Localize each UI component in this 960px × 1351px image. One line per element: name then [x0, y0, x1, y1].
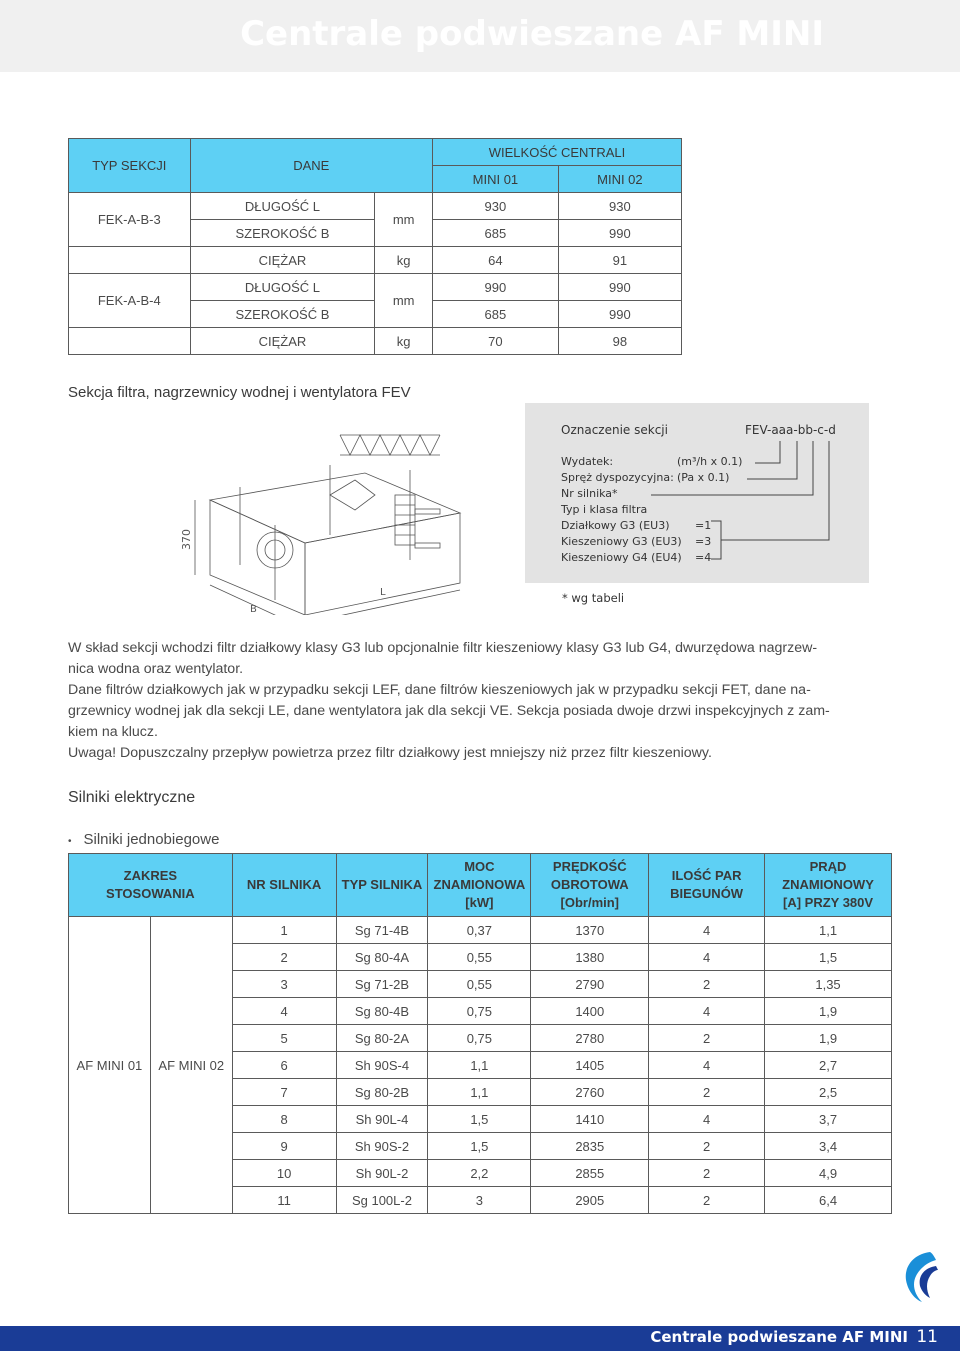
section-title: Sekcja filtra, nagrzewnicy wodnej i wentylatora FEV	[68, 384, 411, 401]
motor-typ-cell: Sg 80-2B	[336, 1079, 428, 1106]
filter-option-1: Działkowy G3 (EU3)	[561, 519, 670, 532]
value-cell: 98	[558, 328, 681, 355]
motor-obr-cell: 2760	[531, 1079, 649, 1106]
param-cell: SZEROKOŚĆ B	[190, 301, 375, 328]
filter-option-3-value: =4	[695, 551, 712, 564]
motor-par-cell: 2	[649, 1187, 765, 1214]
code-value: FEV-aaa-bb-c-d	[745, 423, 836, 437]
motor-prad-cell: 1,9	[765, 1025, 892, 1052]
value-cell: 685	[433, 220, 559, 247]
zakres-cell: AF MINI 01	[69, 917, 151, 1214]
motor-obr-cell: 1405	[531, 1052, 649, 1079]
motor-par-cell: 4	[649, 1052, 765, 1079]
filter-option-3: Kieszeniowy G4 (EU4)	[561, 551, 682, 564]
unit-drawing	[180, 425, 480, 615]
motor-typ-cell: Sh 90L-4	[336, 1106, 428, 1133]
motor-typ-cell: Sg 100L-2	[336, 1187, 428, 1214]
motor-obr-cell: 2790	[531, 971, 649, 998]
header-zakres: ZAKRES STOSOWANIA	[69, 854, 233, 917]
param-cell: CIĘŻAR	[190, 247, 375, 274]
header-predkosc: PRĘDKOŚĆ OBROTOWA [Obr/min]	[531, 854, 649, 917]
motor-typ-cell: Sg 71-4B	[336, 917, 428, 944]
motor-typ-cell: Sg 80-4B	[336, 998, 428, 1025]
value-cell: 990	[558, 220, 681, 247]
motor-nr-cell: 9	[232, 1133, 336, 1160]
motor-typ-cell: Sh 90S-2	[336, 1133, 428, 1160]
motor-prad-cell: 4,9	[765, 1160, 892, 1187]
filter-type-label: Typ i klasa filtra	[561, 503, 648, 516]
footer-bar	[0, 1326, 960, 1351]
value-cell: 64	[433, 247, 559, 274]
motor-prad-cell: 3,7	[765, 1106, 892, 1133]
table-row	[69, 274, 682, 301]
motor-nr-cell: 11	[232, 1187, 336, 1214]
motor-par-cell: 2	[649, 1079, 765, 1106]
filter-option-2-value: =3	[695, 535, 712, 548]
bullet-text: Silniki jednobiegowe	[83, 831, 220, 848]
motor-obr-cell: 2835	[531, 1133, 649, 1160]
motor-typ-cell: Sg 80-4A	[336, 944, 428, 971]
param-cell: DŁUGOŚĆ L	[190, 274, 375, 301]
motor-nr-cell: 6	[232, 1052, 336, 1079]
motors-table	[68, 853, 892, 1214]
page-header	[0, 0, 960, 72]
motor-prad-cell: 1,35	[765, 971, 892, 998]
header-prad: PRĄD ZNAMIONOWY [A] PRZY 380V	[765, 854, 892, 917]
dim-l: L	[380, 587, 386, 598]
motor-nr-cell: 5	[232, 1025, 336, 1052]
value-cell: 91	[558, 247, 681, 274]
header-typ-sekcji: TYP SEKCJI	[69, 139, 191, 193]
paragraph-line: nica wodna oraz wentylator.	[68, 661, 244, 677]
unit-cell: mm	[375, 193, 433, 247]
value-cell: 70	[433, 328, 559, 355]
bullet-icon: •	[68, 836, 72, 847]
paragraph-line: W skład sekcji wchodzi filtr działkowy klasy G3 lub opcjonalnie filtr kieszeniowy klasy G3 lub G4, dwurzędowa nagrzew-	[68, 640, 818, 656]
motor-par-cell: 2	[649, 1025, 765, 1052]
empty-cell	[69, 328, 191, 355]
header-typ: TYP SILNIKA	[336, 854, 428, 917]
motor-obr-cell: 2780	[531, 1025, 649, 1052]
unit-cell: kg	[375, 247, 433, 274]
motor-moc-cell: 1,5	[428, 1133, 531, 1160]
table-row	[69, 193, 682, 220]
value-cell: 685	[433, 301, 559, 328]
table-row	[69, 917, 892, 944]
header-ilosc: ILOŚĆ PAR BIEGUNÓW	[649, 854, 765, 917]
motor-obr-cell: 1370	[531, 917, 649, 944]
unit-cell: kg	[375, 328, 433, 355]
header-mini01: MINI 01	[433, 166, 559, 193]
motor-nr-cell: 7	[232, 1079, 336, 1106]
motor-prad-cell: 1,5	[765, 944, 892, 971]
header-dane: DANE	[190, 139, 432, 193]
motor-moc-cell: 0,55	[428, 944, 531, 971]
motor-nr-cell: 3	[232, 971, 336, 998]
param-cell: DŁUGOŚĆ L	[190, 193, 375, 220]
code-designation-box	[525, 403, 869, 583]
paragraph-line: Dane filtrów działkowych jak w przypadku sekcji LEF, dane filtrów kieszeniowych jak w przypadku sekcji FET, dane na-	[68, 682, 811, 698]
header-wielkosc: WIELKOŚĆ CENTRALI	[433, 139, 682, 166]
footer-title: Centrale podwieszane AF MINI	[650, 1328, 908, 1346]
motor-moc-cell: 1,1	[428, 1079, 531, 1106]
motor-moc-cell: 1,1	[428, 1052, 531, 1079]
motor-par-cell: 4	[649, 917, 765, 944]
motor-prad-cell: 1,9	[765, 998, 892, 1025]
motor-par-cell: 4	[649, 998, 765, 1025]
header-mini02: MINI 02	[558, 166, 681, 193]
paragraph-line: Uwaga! Dopuszczalny przepływ powietrza przez filtr działkowy jest mniejszy niż przez filtr kieszeniowy.	[68, 745, 712, 761]
motor-nr-cell: 8	[232, 1106, 336, 1133]
footnote: * wg tabeli	[562, 591, 625, 605]
motor-moc-cell: 0,75	[428, 1025, 531, 1052]
motor-nr-cell: 10	[232, 1160, 336, 1187]
motor-prad-cell: 2,5	[765, 1079, 892, 1106]
param-cell: CIĘŻAR	[190, 328, 375, 355]
empty-cell	[69, 247, 191, 274]
motor-nr-cell: 4	[232, 998, 336, 1025]
motors-bullet	[68, 831, 219, 848]
motor-prad-cell: 3,4	[765, 1133, 892, 1160]
filter-option-2: Kieszeniowy G3 (EU3)	[561, 535, 682, 548]
code-label: Oznaczenie sekcji	[561, 423, 668, 437]
motor-prad-cell: 2,7	[765, 1052, 892, 1079]
code-connector-lines	[525, 403, 869, 583]
header-moc: MOC ZNAMIONOWA [kW]	[428, 854, 531, 917]
motor-par-cell: 2	[649, 1160, 765, 1187]
motor-nr-cell: 1	[232, 917, 336, 944]
motor-typ-cell: Sg 71-2B	[336, 971, 428, 998]
wydatek-unit: (m³/h x 0.1)	[677, 455, 743, 468]
dim-height: 370	[180, 529, 193, 550]
motor-obr-cell: 1400	[531, 998, 649, 1025]
motor-par-cell: 4	[649, 1106, 765, 1133]
param-cell: SZEROKOŚĆ B	[190, 220, 375, 247]
motor-obr-cell: 1380	[531, 944, 649, 971]
motor-moc-cell: 0,37	[428, 917, 531, 944]
silnik-label: Nr silnika*	[561, 487, 618, 500]
motor-nr-cell: 2	[232, 944, 336, 971]
motor-moc-cell: 2,2	[428, 1160, 531, 1187]
sprez-label: Spręż dyspozycyjna:	[561, 471, 674, 484]
motor-prad-cell: 1,1	[765, 917, 892, 944]
dim-b: B	[250, 604, 257, 615]
unit-cell: mm	[375, 274, 433, 328]
paragraph-line: grzewnicy wodnej jak dla sekcji LE, dane wentylatora jak dla sekcji VE. Sekcja posiada dwoje drzwi inspekcyjnych z zam-	[68, 703, 830, 719]
value-cell: 990	[558, 274, 681, 301]
company-logo	[900, 1248, 940, 1304]
sprez-unit: (Pa x 0.1)	[677, 471, 730, 484]
motor-typ-cell: Sg 80-2A	[336, 1025, 428, 1052]
motor-moc-cell: 0,75	[428, 998, 531, 1025]
filter-option-1-value: =1	[695, 519, 712, 532]
table-row	[69, 328, 682, 355]
typ-cell: FEK-A-B-3	[69, 193, 191, 247]
header-nr: NR SILNIKA	[232, 854, 336, 917]
motor-par-cell: 4	[649, 944, 765, 971]
header-title: Centrale podwieszane AF MINI	[240, 14, 824, 54]
motor-moc-cell: 3	[428, 1187, 531, 1214]
motor-typ-cell: Sh 90L-2	[336, 1160, 428, 1187]
motor-moc-cell: 0,55	[428, 971, 531, 998]
motor-typ-cell: Sh 90S-4	[336, 1052, 428, 1079]
value-cell: 930	[433, 193, 559, 220]
value-cell: 990	[558, 301, 681, 328]
motor-prad-cell: 6,4	[765, 1187, 892, 1214]
motor-obr-cell: 1410	[531, 1106, 649, 1133]
dimensions-table	[68, 138, 682, 355]
typ-cell: FEK-A-B-4	[69, 274, 191, 328]
motor-par-cell: 2	[649, 1133, 765, 1160]
value-cell: 990	[433, 274, 559, 301]
motor-obr-cell: 2855	[531, 1160, 649, 1187]
zakres-cell: AF MINI 02	[150, 917, 232, 1214]
motors-heading: Silniki elektryczne	[68, 789, 196, 806]
wydatek-label: Wydatek:	[561, 455, 614, 468]
table-row	[69, 247, 682, 274]
motor-moc-cell: 1,5	[428, 1106, 531, 1133]
page-number: 11	[916, 1327, 938, 1347]
motor-obr-cell: 2905	[531, 1187, 649, 1214]
value-cell: 930	[558, 193, 681, 220]
motor-par-cell: 2	[649, 971, 765, 998]
paragraph-line: kiem na klucz.	[68, 724, 158, 740]
